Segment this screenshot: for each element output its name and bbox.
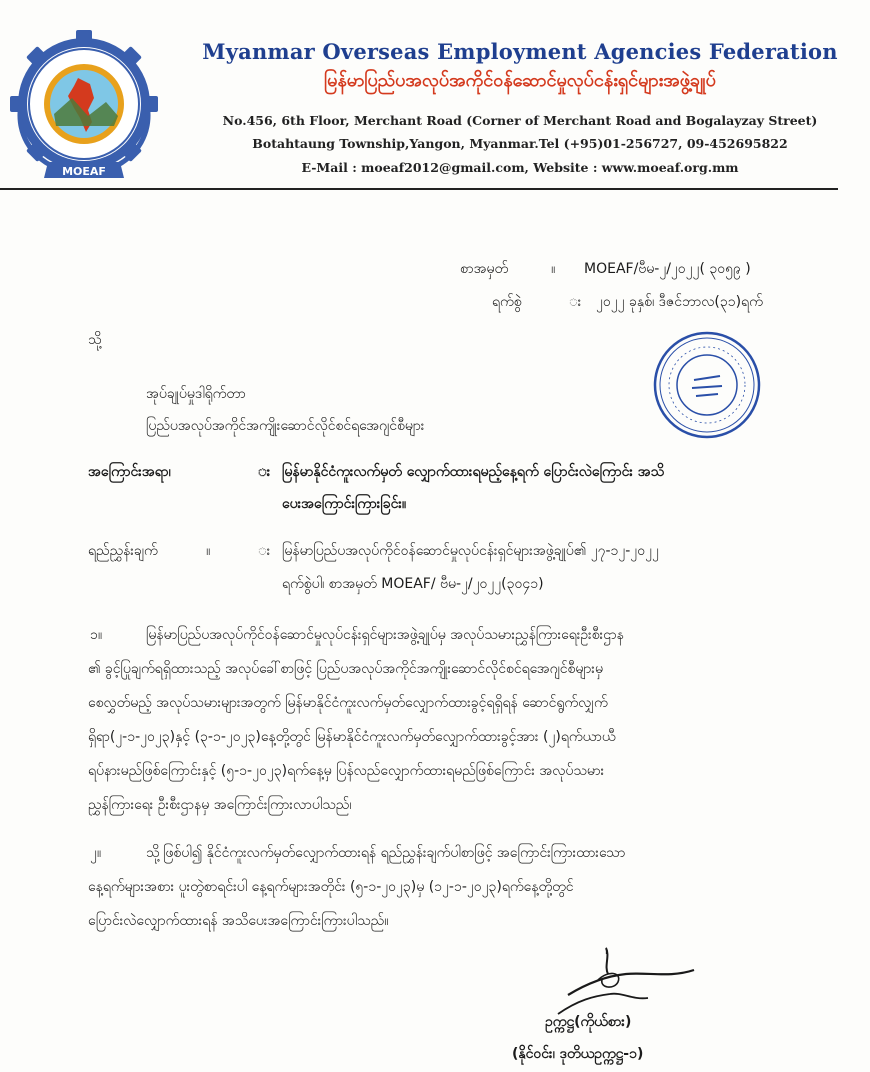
paragraph-1-line: ရပ်နားမည်ဖြစ်ကြောင်းနှင့် (၅-၁-၂၀၂၃)ရက်နေ့မှ ပြန်လည်လျှောက်ထားရမည်ဖြစ်ကြောင်း အလုပ်သမား bbox=[88, 763, 605, 779]
ref-note-line-2: ရက်စွဲပါ၊ စာအမှတ် MOEAF/ ဗီမ-၂/၂၀၂၂(၃၀၄၁) bbox=[282, 576, 544, 592]
recipient-line-1: အုပ်ချုပ်မှုဒါရိုက်တာ bbox=[146, 386, 246, 402]
subject-line-2: ပေးအကြောင်းကြားခြင်း။ bbox=[282, 496, 407, 512]
reference-label: စာအမှတ် bbox=[460, 261, 509, 277]
ref-note-sep-2: း bbox=[258, 543, 271, 559]
subject-sep: း bbox=[258, 464, 271, 480]
official-stamp bbox=[652, 330, 762, 440]
logo-text: MOEAF bbox=[62, 165, 106, 178]
date-sep: း bbox=[569, 294, 582, 310]
org-name-mm: မြန်မာပြည်ပအလုပ်အကိုင်ဝန်ဆောင်မှုလုပ်ငန်းရှင်များအဖွဲ့ချုပ် bbox=[324, 70, 716, 91]
paragraph-1-line: မြန်မာပြည်ပအလုပ်ကိုင်ဝန်ဆောင်မှုလုပ်ငန်းရှင်များအဖွဲ့ချုပ်မှ အလုပ်သမားညွှန်ကြားရေးဦးစီးဌာန bbox=[146, 627, 624, 643]
ref-note-sep: ။ bbox=[206, 543, 211, 559]
address-line-1: No.456, 6th Floor, Merchant Road (Corner of Merchant Road and Bogalayzay Street) bbox=[222, 113, 818, 128]
paragraph-1-line: စေလွှတ်မည့် အလုပ်သမားများအတွက် မြန်မာနိုင်ငံကူးလက်မှတ်လျှောက်ထားခွင့်ရရှိရန် ဆောင်ရွက်လျှက် bbox=[88, 695, 608, 711]
paragraph-1-line: ရှိရာ(၂-၁-၂၀၂၃)နှင့် (၃-၁-၂၀၂၃)နေ့တို့တွင် မြန်မာနိုင်ငံကူးလက်မှတ်လျှောက်ထားခွင့်အား (၂)ရက်ယာယီ bbox=[88, 729, 616, 745]
address-line-3: E-Mail : moeaf2012@gmail.com, Website : www.moeaf.org.mm bbox=[301, 160, 739, 175]
paragraph-2-line: ပြောင်းလဲလျှောက်ထားရန် အသိပေးအကြောင်းကြားပါသည်။ bbox=[88, 913, 389, 929]
date-label: ရက်စွဲ bbox=[492, 294, 522, 310]
signature-mark: ၊ bbox=[605, 942, 608, 958]
ref-note-line-1: မြန်မာပြည်ပအလုပ်ကိုင်ဝန်ဆောင်မှုလုပ်ငန်းရှင်များအဖွဲ့ချုပ်၏ ၂၇-၁၂-၂၀၂၂ bbox=[282, 543, 659, 559]
signatory-name: ဥက္ကဋ္ဌ(ကိုယ်စား) bbox=[545, 1014, 632, 1030]
to-label: သို့ bbox=[88, 332, 102, 348]
ref-note-label: ရည်ညွှန်းချက် bbox=[88, 543, 158, 559]
org-name-en: Myanmar Overseas Employment Agencies Federation bbox=[202, 39, 838, 64]
paragraph-2-line: နေ့ရက်များအစား ပူးတွဲစာရင်းပါ နေ့ရက်များအတိုင်း (၅-၁-၂၀၂၃)မှ (၁၂-၁-၂၀၂၃)ရက်နေ့တို့တွင် bbox=[88, 879, 574, 895]
date-value: ၂၀၂၂ ခုနှစ်၊ ဒီဇင်ဘာလ(၃၁)ရက် bbox=[596, 294, 763, 310]
paragraph-1-line: ညွှန်ကြားရေး ဦးစီးဌာနမှ အကြောင်းကြားလာပါသည်၊ bbox=[88, 797, 352, 813]
paragraph-2-line: သို့ဖြစ်ပါ၍ နိုင်ငံကူးလက်မှတ်လျှောက်ထားရန် ရည်ညွှန်းချက်ပါစာဖြင့် အကြောင်းကြားထားသော bbox=[146, 845, 626, 861]
header-rule bbox=[0, 188, 838, 190]
federation-logo bbox=[10, 30, 158, 185]
subject-label: အကြောင်းအရာ၊ bbox=[88, 464, 171, 480]
paragraph-1-line: ၏ ခွင့်ပြုချက်ရရှိထားသည့် အလုပ်ခေါ်စာဖြင့် ပြည်ပအလုပ်အကိုင်အကျိုးဆောင်လိုင်စင်ရအေဂျင်စီများမှ bbox=[88, 661, 603, 677]
signatory-title: (နိုင်ဝင်း၊ ဒုတိယဥက္ကဋ္ဌ-၁) bbox=[512, 1046, 644, 1062]
address-line-2: Botahtaung Township,Yangon, Myanmar.Tel (+95)01-256727, 09-452695822 bbox=[252, 136, 788, 151]
recipient-line-2: ပြည်ပအလုပ်အကိုင်အကျိုးဆောင်လိုင်စင်ရအေဂျင်စီများ bbox=[146, 418, 425, 434]
paragraph-2-number: ၂။ bbox=[90, 845, 102, 861]
paragraph-1-number: ၁။ bbox=[90, 627, 103, 643]
reference-value: MOEAF/ဗီမ-၂/၂၀၂၂( ၃၀၅၉ ) bbox=[584, 261, 751, 277]
reference-sep: ။ bbox=[551, 261, 556, 277]
subject-line-1: မြန်မာနိုင်ငံကူးလက်မှတ် လျှောက်ထားရမည့်နေ့ရက် ပြောင်းလဲကြောင်း အသိ bbox=[282, 464, 665, 480]
